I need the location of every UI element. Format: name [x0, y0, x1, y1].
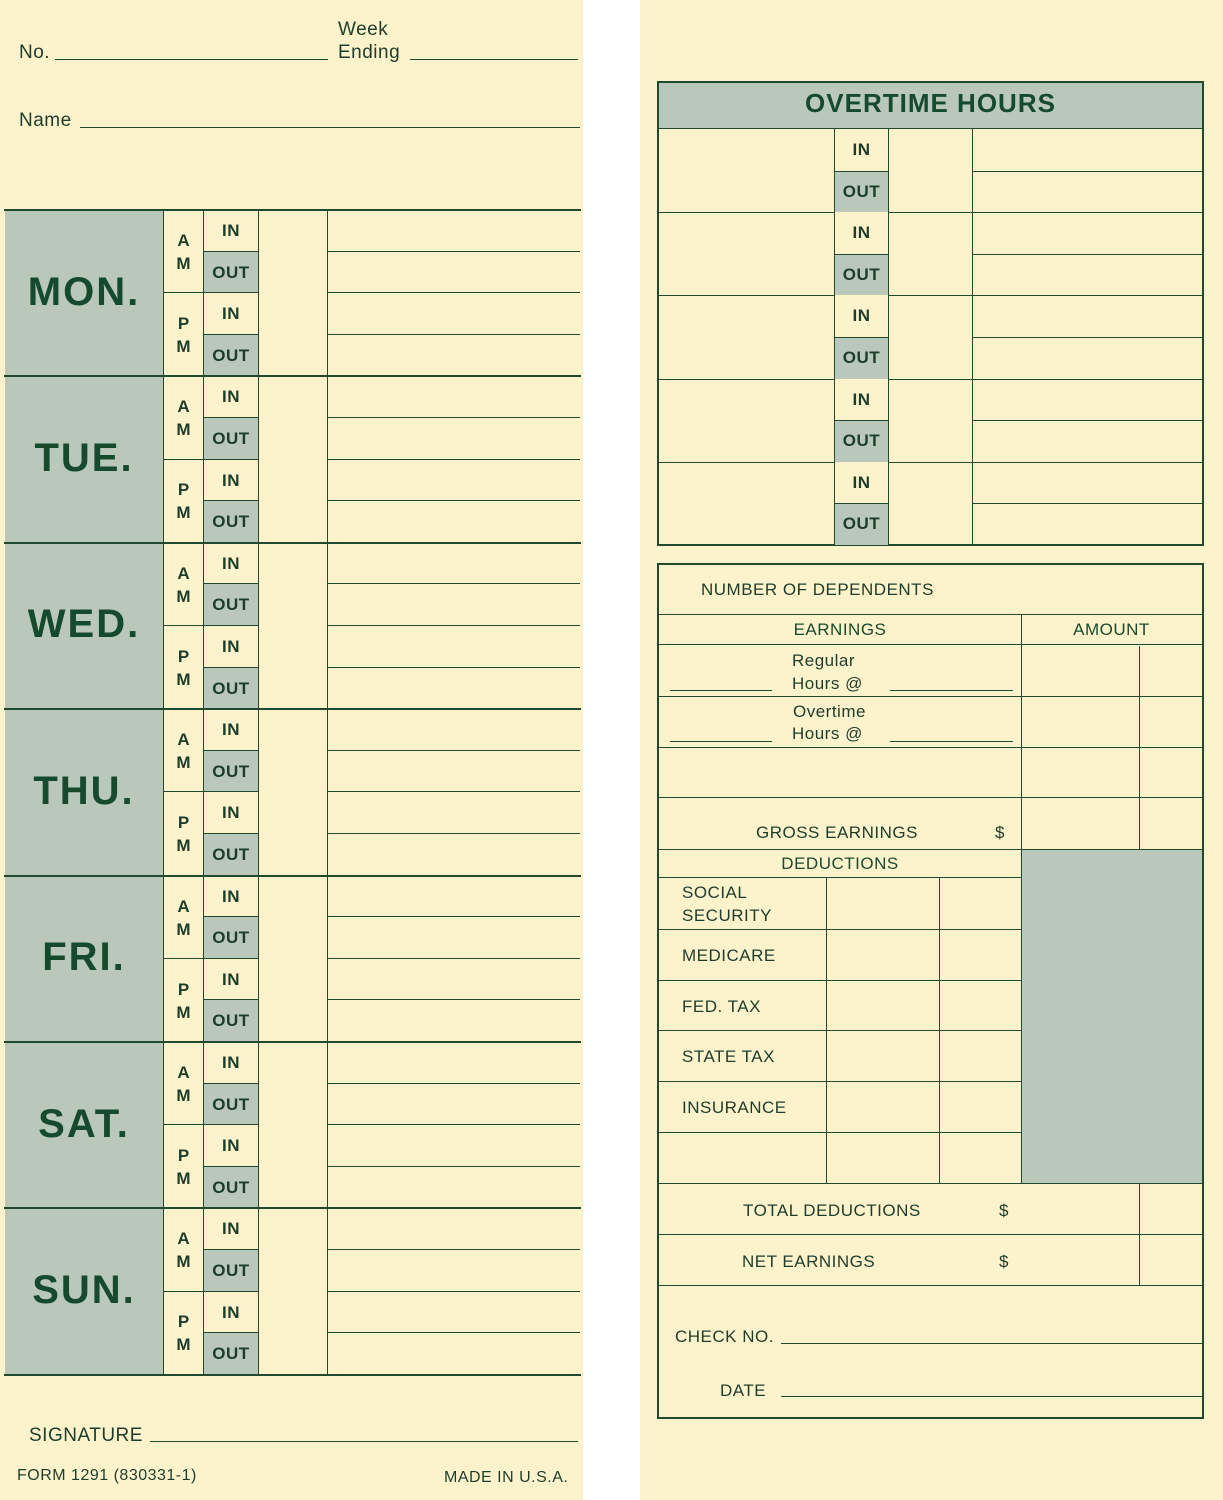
hours-row-divider	[328, 1124, 580, 1125]
ot-hours-cell[interactable]	[973, 295, 1202, 337]
in-out-divider	[204, 1166, 258, 1167]
pm-label-p: P	[177, 813, 190, 833]
in-label: IN	[222, 304, 240, 324]
overtime-label: Overtime	[793, 702, 866, 721]
ot-stamp-cell[interactable]	[889, 212, 973, 295]
ot-hours-divider	[973, 337, 1202, 338]
in-label: IN	[222, 803, 240, 823]
ot-stamp-cell[interactable]	[889, 295, 973, 378]
hours-cell[interactable]	[328, 999, 580, 1041]
in-label: IN	[222, 221, 240, 240]
am-pm-divider	[163, 1291, 258, 1292]
am-label-m: M	[176, 420, 191, 440]
net-earnings-label: NET EARNINGS	[742, 1252, 876, 1271]
insurance-label: INSURANCE	[682, 1098, 787, 1117]
time-stamp-cell[interactable]	[259, 583, 327, 625]
ot-date-cell[interactable]	[659, 129, 835, 212]
overtime-hours-field[interactable]	[670, 741, 772, 742]
hours-row-divider	[328, 1083, 580, 1084]
date-field[interactable]	[781, 1396, 1202, 1397]
hours-cell[interactable]	[328, 375, 580, 417]
net-dollar-sign: $	[999, 1252, 1009, 1271]
out-label: OUT	[212, 1177, 250, 1197]
out-label: OUT	[212, 678, 250, 698]
hours-cell[interactable]	[328, 1041, 580, 1083]
hours-cell[interactable]	[328, 916, 580, 958]
ot-date-cell[interactable]	[659, 462, 835, 545]
am-label-a: A	[177, 1063, 190, 1082]
pm-label-p: P	[177, 480, 190, 500]
ot-row-divider	[835, 254, 888, 255]
out-label: OUT	[212, 1344, 250, 1364]
hours-row-divider	[328, 500, 580, 501]
ot-out-label: OUT	[842, 431, 881, 451]
time-stamp-cell[interactable]	[259, 251, 327, 293]
blank-earnings-row-divider	[659, 797, 1202, 798]
deductions-bottom	[659, 1183, 1202, 1184]
am-label-a: A	[177, 896, 190, 916]
am-pm-divider	[163, 791, 258, 792]
time-stamp-cell[interactable]	[259, 459, 327, 501]
hours-row-divider	[328, 791, 580, 792]
am-pm-divider	[163, 1124, 258, 1125]
out-label: OUT	[212, 1094, 250, 1114]
out-label: OUT	[212, 595, 250, 615]
hours-row-divider	[328, 833, 580, 834]
ot-out-label: OUT	[842, 514, 881, 534]
am-label-m: M	[176, 1086, 191, 1105]
in-label: IN	[222, 637, 240, 656]
check-no-label: CHECK NO.	[675, 1327, 774, 1346]
pm-label-m: M	[176, 1169, 191, 1188]
ot-stamp-cell[interactable]	[889, 379, 973, 462]
fed-tax-row	[659, 1030, 1021, 1031]
hours-row-divider	[328, 1249, 580, 1250]
ot-out-label: OUT	[842, 264, 881, 284]
regular-rate-field[interactable]	[890, 690, 1013, 691]
dependents-label: NUMBER OF DEPENDENTS	[701, 580, 934, 599]
hours-row-divider	[328, 1332, 580, 1333]
in-out-divider	[204, 583, 258, 584]
ot-hours-cell[interactable]	[973, 337, 1202, 379]
time-stamp-cell[interactable]	[259, 750, 327, 792]
ot-hours-divider	[973, 379, 1202, 380]
ot-hours-divider	[973, 212, 1202, 213]
total-deductions-row	[659, 1234, 1202, 1235]
hours-cell[interactable]	[328, 667, 580, 709]
time-card-back	[640, 0, 1223, 1500]
medicare-label: MEDICARE	[682, 946, 776, 965]
in-out-divider	[204, 251, 258, 252]
state-tax-row	[659, 1081, 1021, 1082]
hours-cell[interactable]	[328, 1124, 580, 1166]
hours-cell[interactable]	[328, 708, 580, 750]
hours-row-divider	[328, 1291, 580, 1292]
day-divider	[4, 1041, 581, 1043]
name-field[interactable]	[80, 127, 580, 128]
deduction-amount-divider	[826, 877, 827, 1183]
ot-hours-divider	[973, 462, 1202, 463]
out-label: OUT	[212, 345, 250, 365]
time-stamp-cell[interactable]	[259, 375, 327, 417]
overtime-row-divider	[659, 747, 1202, 748]
pm-label-p: P	[177, 314, 190, 333]
out-label: OUT	[212, 512, 250, 532]
hours-row-divider	[328, 667, 580, 668]
time-stamp-cell[interactable]	[259, 958, 327, 1000]
hours-cell[interactable]	[328, 500, 580, 542]
hours-cell[interactable]	[328, 750, 580, 792]
ot-hours-divider	[973, 503, 1202, 504]
hours-cell[interactable]	[328, 1166, 580, 1208]
in-label: IN	[222, 1053, 240, 1072]
in-label: IN	[222, 470, 240, 490]
in-out-divider	[204, 1083, 258, 1084]
ot-in-label: IN	[852, 389, 871, 409]
time-stamp-cell[interactable]	[259, 334, 327, 376]
am-label-a: A	[177, 730, 190, 750]
in-label: IN	[222, 553, 240, 573]
day-divider	[4, 542, 581, 544]
in-out-divider	[204, 500, 258, 501]
day-label: TUE.	[34, 436, 134, 481]
day-label: WED.	[27, 602, 141, 647]
time-stamp-cell[interactable]	[259, 791, 327, 833]
social-security-row	[659, 929, 1021, 930]
time-stamp-cell[interactable]	[259, 1249, 327, 1291]
ot-in-label: IN	[852, 140, 871, 159]
name-label: Name	[19, 110, 72, 131]
in-out-divider	[204, 833, 258, 834]
in-out-divider	[204, 417, 258, 418]
regular-hours-field[interactable]	[670, 690, 772, 691]
social-label: SOCIAL	[682, 883, 748, 902]
hours-cell[interactable]	[328, 292, 580, 334]
ot-in-label: IN	[852, 472, 871, 492]
regular-hours-label: Hours @	[792, 674, 863, 693]
hours-cell[interactable]	[328, 251, 580, 293]
day-label: THU.	[33, 768, 135, 813]
ot-hours-cell[interactable]	[973, 171, 1202, 213]
in-label: IN	[222, 1302, 240, 1322]
hours-cell[interactable]	[328, 459, 580, 501]
signature-label: SIGNATURE	[29, 1425, 143, 1446]
time-stamp-cell[interactable]	[259, 1124, 327, 1166]
shaded-block-top	[1021, 849, 1202, 850]
ot-row-divider	[835, 337, 888, 338]
ot-hours-cell[interactable]	[973, 254, 1202, 296]
in-label: IN	[222, 969, 240, 989]
time-stamp-cell[interactable]	[259, 292, 327, 334]
number-label: No.	[19, 42, 51, 63]
ampm-column-divider	[203, 209, 204, 1374]
hours-row-divider	[328, 958, 580, 959]
time-stamp-cell[interactable]	[259, 1166, 327, 1208]
hours-cell[interactable]	[328, 583, 580, 625]
day-label: MON.	[27, 269, 141, 314]
week-ending-field[interactable]	[410, 59, 578, 60]
time-stamp-cell[interactable]	[259, 1083, 327, 1125]
ot-row-divider	[835, 420, 888, 421]
deductions-header: DEDUCTIONS	[781, 854, 899, 873]
ot-hours-cell[interactable]	[973, 129, 1202, 171]
ot-date-cell[interactable]	[659, 379, 835, 462]
time-stamp-cell[interactable]	[259, 916, 327, 958]
day-column-divider	[163, 209, 164, 1374]
ot-hours-divider	[973, 295, 1202, 296]
hours-row-divider	[328, 292, 580, 293]
hours-cell[interactable]	[328, 1291, 580, 1333]
time-stamp-cell[interactable]	[259, 625, 327, 667]
pm-label-m: M	[176, 669, 191, 689]
ot-stamp-cell[interactable]	[889, 129, 973, 212]
time-stamp-cell[interactable]	[259, 708, 327, 750]
ot-date-cell[interactable]	[659, 295, 835, 378]
gross-row-divider	[659, 849, 1021, 850]
am-pm-divider	[163, 459, 258, 460]
out-label: OUT	[212, 928, 250, 948]
shaded-block	[1022, 850, 1202, 1183]
ot-in-label: IN	[852, 223, 871, 243]
overtime-hours-label: Hours @	[792, 724, 863, 743]
time-stamp-cell[interactable]	[259, 209, 327, 251]
hours-row-divider	[328, 459, 580, 460]
hours-row-divider	[328, 334, 580, 335]
time-stamp-cell[interactable]	[259, 417, 327, 459]
pm-label-m: M	[176, 1002, 191, 1022]
in-label: IN	[222, 886, 240, 906]
medicare-row	[659, 980, 1021, 981]
day-divider	[4, 375, 581, 377]
hours-cell[interactable]	[328, 958, 580, 1000]
hours-row-divider	[328, 417, 580, 418]
insurance-row	[659, 1132, 1021, 1133]
hours-cell[interactable]	[328, 1207, 580, 1249]
totals-cents-divider	[1139, 1183, 1140, 1285]
ot-out-label: OUT	[842, 348, 881, 367]
in-out-divider	[204, 999, 258, 1000]
ot-stamp-cell[interactable]	[889, 462, 973, 545]
time-stamp-cell[interactable]	[259, 500, 327, 542]
hours-cell[interactable]	[328, 875, 580, 917]
hours-row-divider	[328, 1166, 580, 1167]
pm-label-p: P	[177, 1146, 190, 1165]
cents-column-divider	[1139, 646, 1140, 849]
ot-hours-cell[interactable]	[973, 212, 1202, 254]
in-label: IN	[222, 720, 240, 740]
time-stamp-cell[interactable]	[259, 667, 327, 709]
in-out-divider	[204, 750, 258, 751]
time-stamp-cell[interactable]	[259, 833, 327, 875]
time-stamp-cell[interactable]	[259, 1207, 327, 1249]
hours-row-divider	[328, 999, 580, 1000]
day-divider	[4, 209, 581, 211]
out-label: OUT	[212, 845, 250, 864]
pm-label-p: P	[177, 1312, 190, 1332]
out-label: OUT	[212, 262, 250, 282]
made-in-label: MADE IN U.S.A.	[444, 1469, 569, 1486]
deductions-header-divider	[659, 877, 1021, 878]
hours-row-divider	[328, 251, 580, 252]
am-label-m: M	[176, 254, 191, 273]
hours-row-divider	[328, 916, 580, 917]
ending-label: Ending	[338, 42, 401, 63]
fed-tax-label: FED. TAX	[682, 997, 761, 1016]
hours-cell[interactable]	[328, 791, 580, 833]
overtime-rate-field[interactable]	[890, 741, 1013, 742]
in-label: IN	[222, 387, 240, 407]
hours-cell[interactable]	[328, 417, 580, 459]
date-label: DATE	[720, 1381, 767, 1400]
day-divider	[4, 875, 581, 877]
ot-inout-divider	[888, 129, 889, 545]
dependents-divider	[659, 614, 1202, 615]
hours-cell[interactable]	[328, 1332, 580, 1374]
grid-bottom	[4, 1374, 581, 1376]
hours-cell[interactable]	[328, 209, 580, 251]
ot-hours-cell[interactable]	[973, 462, 1202, 504]
time-card-front	[0, 0, 583, 1500]
hours-cell[interactable]	[328, 1249, 580, 1291]
out-label: OUT	[212, 1261, 250, 1280]
ot-hours-cell[interactable]	[973, 503, 1202, 545]
am-label-a: A	[177, 397, 190, 417]
number-field[interactable]	[55, 59, 328, 60]
time-stamp-cell[interactable]	[259, 542, 327, 584]
am-label-m: M	[176, 753, 191, 773]
ot-out-label: OUT	[842, 181, 881, 201]
time-stamp-cell[interactable]	[259, 875, 327, 917]
ot-hours-cell[interactable]	[973, 379, 1202, 421]
earnings-header: EARNINGS	[793, 620, 887, 639]
day-label: FRI.	[42, 935, 126, 980]
pm-label-m: M	[176, 503, 191, 523]
hours-row-divider	[328, 625, 580, 626]
time-stamp-cell[interactable]	[259, 1291, 327, 1333]
pm-label-p: P	[177, 646, 190, 666]
time-stamp-cell[interactable]	[259, 1041, 327, 1083]
week-label: Week	[338, 19, 389, 40]
ot-date-cell[interactable]	[659, 212, 835, 295]
ot-hours-divider	[973, 171, 1202, 172]
ot-row-divider	[835, 171, 888, 172]
signature-field[interactable]	[150, 1441, 578, 1442]
hours-cell[interactable]	[328, 833, 580, 875]
earnings-header-divider	[659, 644, 1202, 645]
gross-dollar-sign: $	[995, 823, 1005, 842]
out-label: OUT	[212, 761, 250, 781]
in-label: IN	[222, 1136, 240, 1156]
am-label-m: M	[176, 586, 191, 606]
total-dollar-sign: $	[999, 1201, 1009, 1220]
pm-label-p: P	[177, 979, 190, 999]
hours-row-divider	[328, 583, 580, 584]
am-label-a: A	[177, 563, 190, 583]
am-label-m: M	[176, 919, 191, 939]
inout-column-divider	[258, 209, 259, 1374]
ot-hours-cell[interactable]	[973, 420, 1202, 462]
stamp-column-divider	[327, 209, 328, 1374]
in-out-divider	[204, 916, 258, 917]
amount-header: AMOUNT	[1073, 620, 1150, 639]
ot-date-divider	[834, 129, 835, 545]
ot-hours-divider	[973, 420, 1202, 421]
ot-stamp-divider-v	[972, 129, 973, 545]
out-label: OUT	[212, 1011, 250, 1031]
hours-cell[interactable]	[328, 625, 580, 667]
gross-earnings-label: GROSS EARNINGS	[756, 823, 918, 842]
hours-cell[interactable]	[328, 334, 580, 376]
day-label: SAT.	[38, 1101, 130, 1146]
in-out-divider	[204, 1332, 258, 1333]
am-label-a: A	[177, 231, 190, 250]
in-out-divider	[204, 667, 258, 668]
regular-row-divider	[659, 696, 1202, 697]
am-pm-divider	[163, 625, 258, 626]
day-divider	[4, 708, 581, 710]
ot-hours-divider	[973, 254, 1202, 255]
am-pm-divider	[163, 958, 258, 959]
time-stamp-cell[interactable]	[259, 999, 327, 1041]
pm-label-m: M	[176, 836, 191, 856]
in-out-divider	[204, 1249, 258, 1250]
in-out-divider	[204, 334, 258, 335]
hours-cell[interactable]	[328, 542, 580, 584]
check-no-field[interactable]	[781, 1343, 1202, 1344]
am-label-a: A	[177, 1229, 190, 1249]
ot-row-divider	[835, 503, 888, 504]
form-number: FORM 1291 (830331-1)	[17, 1467, 197, 1484]
state-tax-label: STATE TAX	[682, 1047, 775, 1066]
day-divider	[4, 1207, 581, 1209]
pm-label-m: M	[176, 1335, 191, 1355]
security-label: SECURITY	[682, 906, 772, 925]
net-earnings-row	[659, 1285, 1202, 1286]
am-label-m: M	[176, 1252, 191, 1272]
regular-label: Regular	[792, 651, 856, 670]
pm-label-m: M	[176, 337, 191, 356]
overtime-title: OVERTIME HOURS	[805, 88, 1056, 118]
time-stamp-cell[interactable]	[259, 1332, 327, 1374]
deduction-cents-divider	[939, 877, 940, 1183]
day-label: SUN.	[32, 1268, 136, 1313]
in-label: IN	[222, 1219, 240, 1239]
ot-in-label: IN	[852, 306, 871, 326]
am-pm-divider	[163, 292, 258, 293]
out-label: OUT	[212, 429, 250, 448]
total-deductions-label: TOTAL DEDUCTIONS	[743, 1201, 921, 1220]
hours-row-divider	[328, 750, 580, 751]
hours-cell[interactable]	[328, 1083, 580, 1125]
